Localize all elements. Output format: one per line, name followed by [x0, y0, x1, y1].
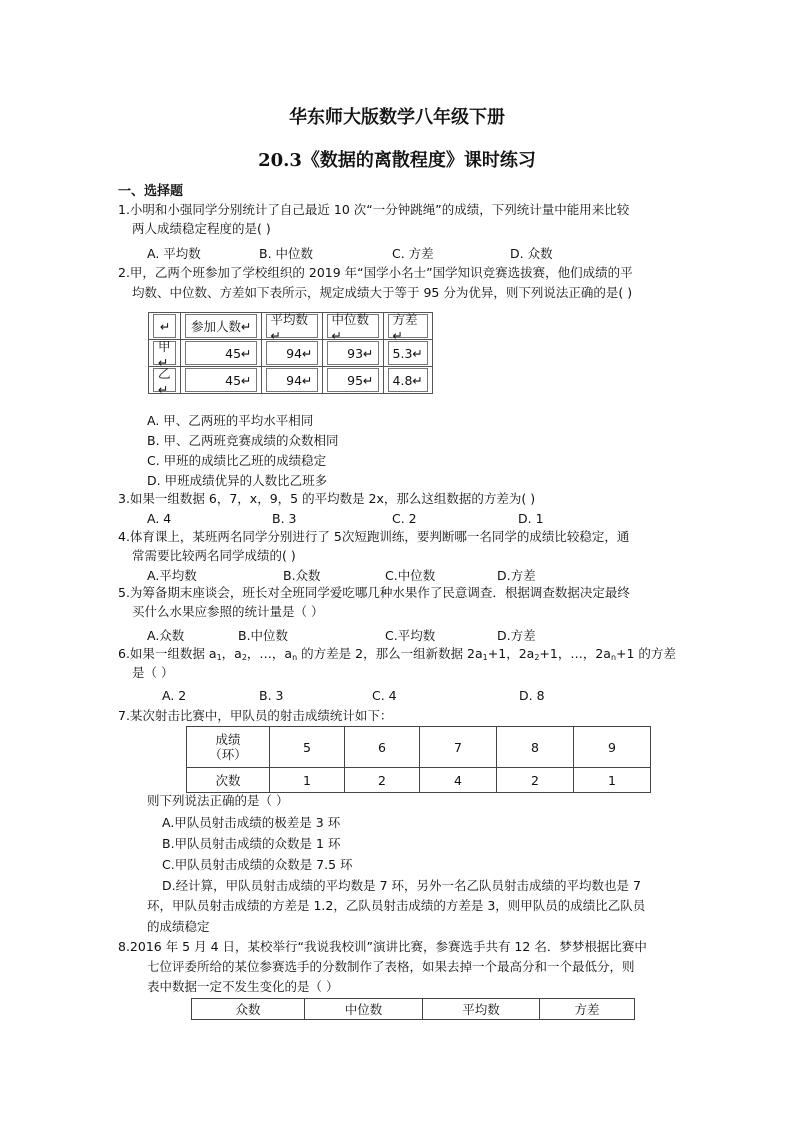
table-cell-text: （环）: [209, 747, 247, 762]
question-4-option-d: D.方差: [497, 568, 536, 583]
table-header-cell: 中位数: [305, 999, 423, 1020]
question-2-option-b: B. 甲、乙两班竞赛成绩的众数相同: [147, 433, 339, 448]
q6-text: 的方差是 2，那么一组新数据 2a: [297, 646, 483, 661]
question-4-option-a: A.平均数: [147, 568, 197, 583]
question-3-option-a: A. 4: [147, 511, 172, 526]
section-heading: 一、选择题: [118, 184, 184, 199]
question-8-line-2: 七位评委所给的某位参赛选手的分数制作了表格，如果去掉一个最高分和一个最低分，则: [147, 959, 635, 974]
q6-subscript: n: [292, 653, 298, 662]
question-4-line-2: 常需要比较两名同学成绩的( ): [132, 548, 296, 563]
question-6-line-2: 是（ ）: [132, 665, 174, 680]
question-1-line-1: 1.小明和小强同学分别统计了自己最近 10 次“一分钟跳绳”的成绩，下列统计量中能用来比较: [118, 202, 630, 217]
q6-subscript: 2: [534, 653, 540, 662]
q6-text: +1，…，2a: [539, 646, 611, 661]
question-2-option-c: C. 甲班的成绩比乙班的成绩稳定: [147, 453, 327, 468]
table-cell: 95↵: [327, 368, 379, 392]
question-7-line-2: 则下列说法正确的是（ ）: [147, 793, 289, 808]
question-5-line-2: 买什么水果应参照的统计量是（ ）: [132, 604, 324, 619]
q6-text: ，…，a: [246, 646, 293, 661]
question-7-option-b: B.甲队员射击成绩的众数是 1 环: [162, 836, 341, 851]
question-3-option-d: D. 1: [518, 511, 544, 526]
table-cell: 93↵: [327, 341, 379, 365]
question-4-option-b: B.众数: [283, 568, 321, 583]
table-cell: 7: [420, 727, 497, 768]
document-title: 华东师大版数学八年级下册: [289, 107, 505, 128]
q6-text: +1 的方差: [616, 646, 676, 661]
table-cell: 94↵: [266, 341, 318, 365]
question-7-option-d-line-2: 环，甲队员射击成绩的方差是 1.2，乙队员射击成绩的方差是 3，则甲队员的成绩比乙队员: [147, 898, 646, 913]
question-5-line-1: 5.为筹备期末座谈会，班长对全班同学爱吃哪几种水果作了民意调查．根据调查数据决定最终: [118, 585, 630, 600]
table-header-cell: [187, 727, 270, 768]
question-2-option-d: D. 甲班成绩优异的人数比乙班多: [147, 473, 328, 488]
question-7-option-c: C.甲队员射击成绩的众数是 7.5 环: [162, 857, 353, 872]
question-6-line-1: [118, 645, 676, 667]
q6-subscript: 1: [216, 653, 222, 662]
q6-text: ，a: [221, 646, 242, 661]
question-7-option-d-line-1: D.经计算，甲队员射击成绩的平均数是 7 环，另外一名乙队员射击成绩的平均数也是 7: [162, 878, 641, 893]
q6-subscript: n: [610, 653, 617, 662]
table-cell: 2: [497, 768, 574, 793]
table-cell: 8: [497, 727, 574, 768]
table-cell: 45↵: [185, 368, 257, 392]
q6-subscript: 1: [482, 653, 488, 662]
question-2-table: [148, 311, 433, 397]
table-cell: 乙↵: [153, 368, 176, 392]
question-7-option-a: A.甲队员射击成绩的极差是 3 环: [162, 815, 341, 830]
table-cell: 2: [345, 768, 420, 793]
table-row: [187, 727, 651, 768]
question-6-option-d: D. 8: [519, 688, 545, 703]
question-4-line-1: 4.体育课上，某班两名同学分别进行了 5次短跑训练，要判断哪一名同学的成绩比较稳定，通: [118, 529, 630, 544]
question-8-line-1: 8.2016 年 5 月 4 日，某校举行“我说我校训”演讲比赛，参赛选手共有 12 名．梦梦根据比赛中: [118, 939, 647, 954]
question-1-option-b: B. 中位数: [259, 246, 314, 261]
question-2-option-a: A. 甲、乙两班的平均水平相同: [147, 413, 314, 428]
question-5-option-d: D.方差: [497, 628, 536, 643]
table-cell: 甲↵: [153, 341, 176, 365]
question-1-option-a: A. 平均数: [147, 246, 201, 261]
table-header-cell: ↵: [153, 314, 176, 338]
question-3-option-c: C. 2: [392, 511, 417, 526]
question-6-option-c: C. 4: [372, 688, 397, 703]
question-1-option-d: D. 众数: [510, 246, 553, 261]
table-cell: 5: [270, 727, 345, 768]
table-header-cell: 方差↵: [388, 314, 428, 338]
question-4-option-c: C.中位数: [385, 568, 436, 583]
q6-subscript: 2: [241, 653, 247, 662]
question-5-option-a: A.众数: [147, 628, 185, 643]
table-cell: 5.3↵: [388, 341, 428, 365]
question-7-line-1: 7.某次射击比赛中，甲队员的射击成绩统计如下：: [118, 708, 393, 723]
question-2-line-1: 2.甲，乙两个班参加了学校组织的 2019 年“国学小名士”国学知识竞赛选拔赛，他们成绩的平: [118, 265, 633, 280]
document-subtitle: 20.3《数据的离散程度》课时练习: [258, 150, 536, 171]
question-6-option-a: A. 2: [162, 688, 187, 703]
question-5-option-c: C.平均数: [385, 628, 436, 643]
table-row: [192, 999, 635, 1020]
table-cell: 1: [574, 768, 651, 793]
q6-text: +1，2a: [487, 646, 535, 661]
question-5-option-b: B.中位数: [238, 628, 289, 643]
table-header-cell: 次数: [187, 768, 270, 793]
table-header-cell: 平均数: [423, 999, 540, 1020]
question-3-option-b: B. 3: [272, 511, 297, 526]
table-row: [149, 367, 433, 394]
table-cell: 94↵: [266, 368, 318, 392]
table-header-cell: 中位数↵: [327, 314, 379, 338]
question-7-option-d-line-3: 的成绩稳定: [147, 919, 210, 934]
table-row: [187, 768, 651, 793]
question-8-line-3: 表中数据一定不发生变化的是（ ）: [147, 979, 339, 994]
table-header-cell: 方差: [540, 999, 635, 1020]
table-cell: 4: [420, 768, 497, 793]
table-header-cell: 平均数↵: [266, 314, 318, 338]
question-6-option-b: B. 3: [259, 688, 284, 703]
table-cell-text: 成绩: [215, 732, 241, 747]
question-7-table: [186, 726, 651, 793]
table-row: [149, 340, 433, 367]
question-1-option-c: C. 方差: [392, 246, 434, 261]
question-1-line-2: 两人成绩稳定程度的是( ): [132, 221, 271, 236]
question-3-line-1: 3.如果一组数据 6，7，x，9，5 的平均数是 2x，那么这组数据的方差为( ): [118, 491, 536, 506]
question-8-table: [191, 998, 635, 1020]
table-cell: 6: [345, 727, 420, 768]
table-header-cell: 参加人数↵: [185, 314, 257, 338]
table-cell: 1: [270, 768, 345, 793]
table-cell: 9: [574, 727, 651, 768]
table-cell: 4.8↵: [388, 368, 428, 392]
question-2-line-2: 均数、中位数、方差如下表所示，规定成绩大于等于 95 分为优异，则下列说法正确的是( ): [132, 285, 633, 300]
table-header-cell: 众数: [192, 999, 305, 1020]
q6-text: 6.如果一组数据 a: [118, 646, 217, 661]
table-cell: 45↵: [185, 341, 257, 365]
